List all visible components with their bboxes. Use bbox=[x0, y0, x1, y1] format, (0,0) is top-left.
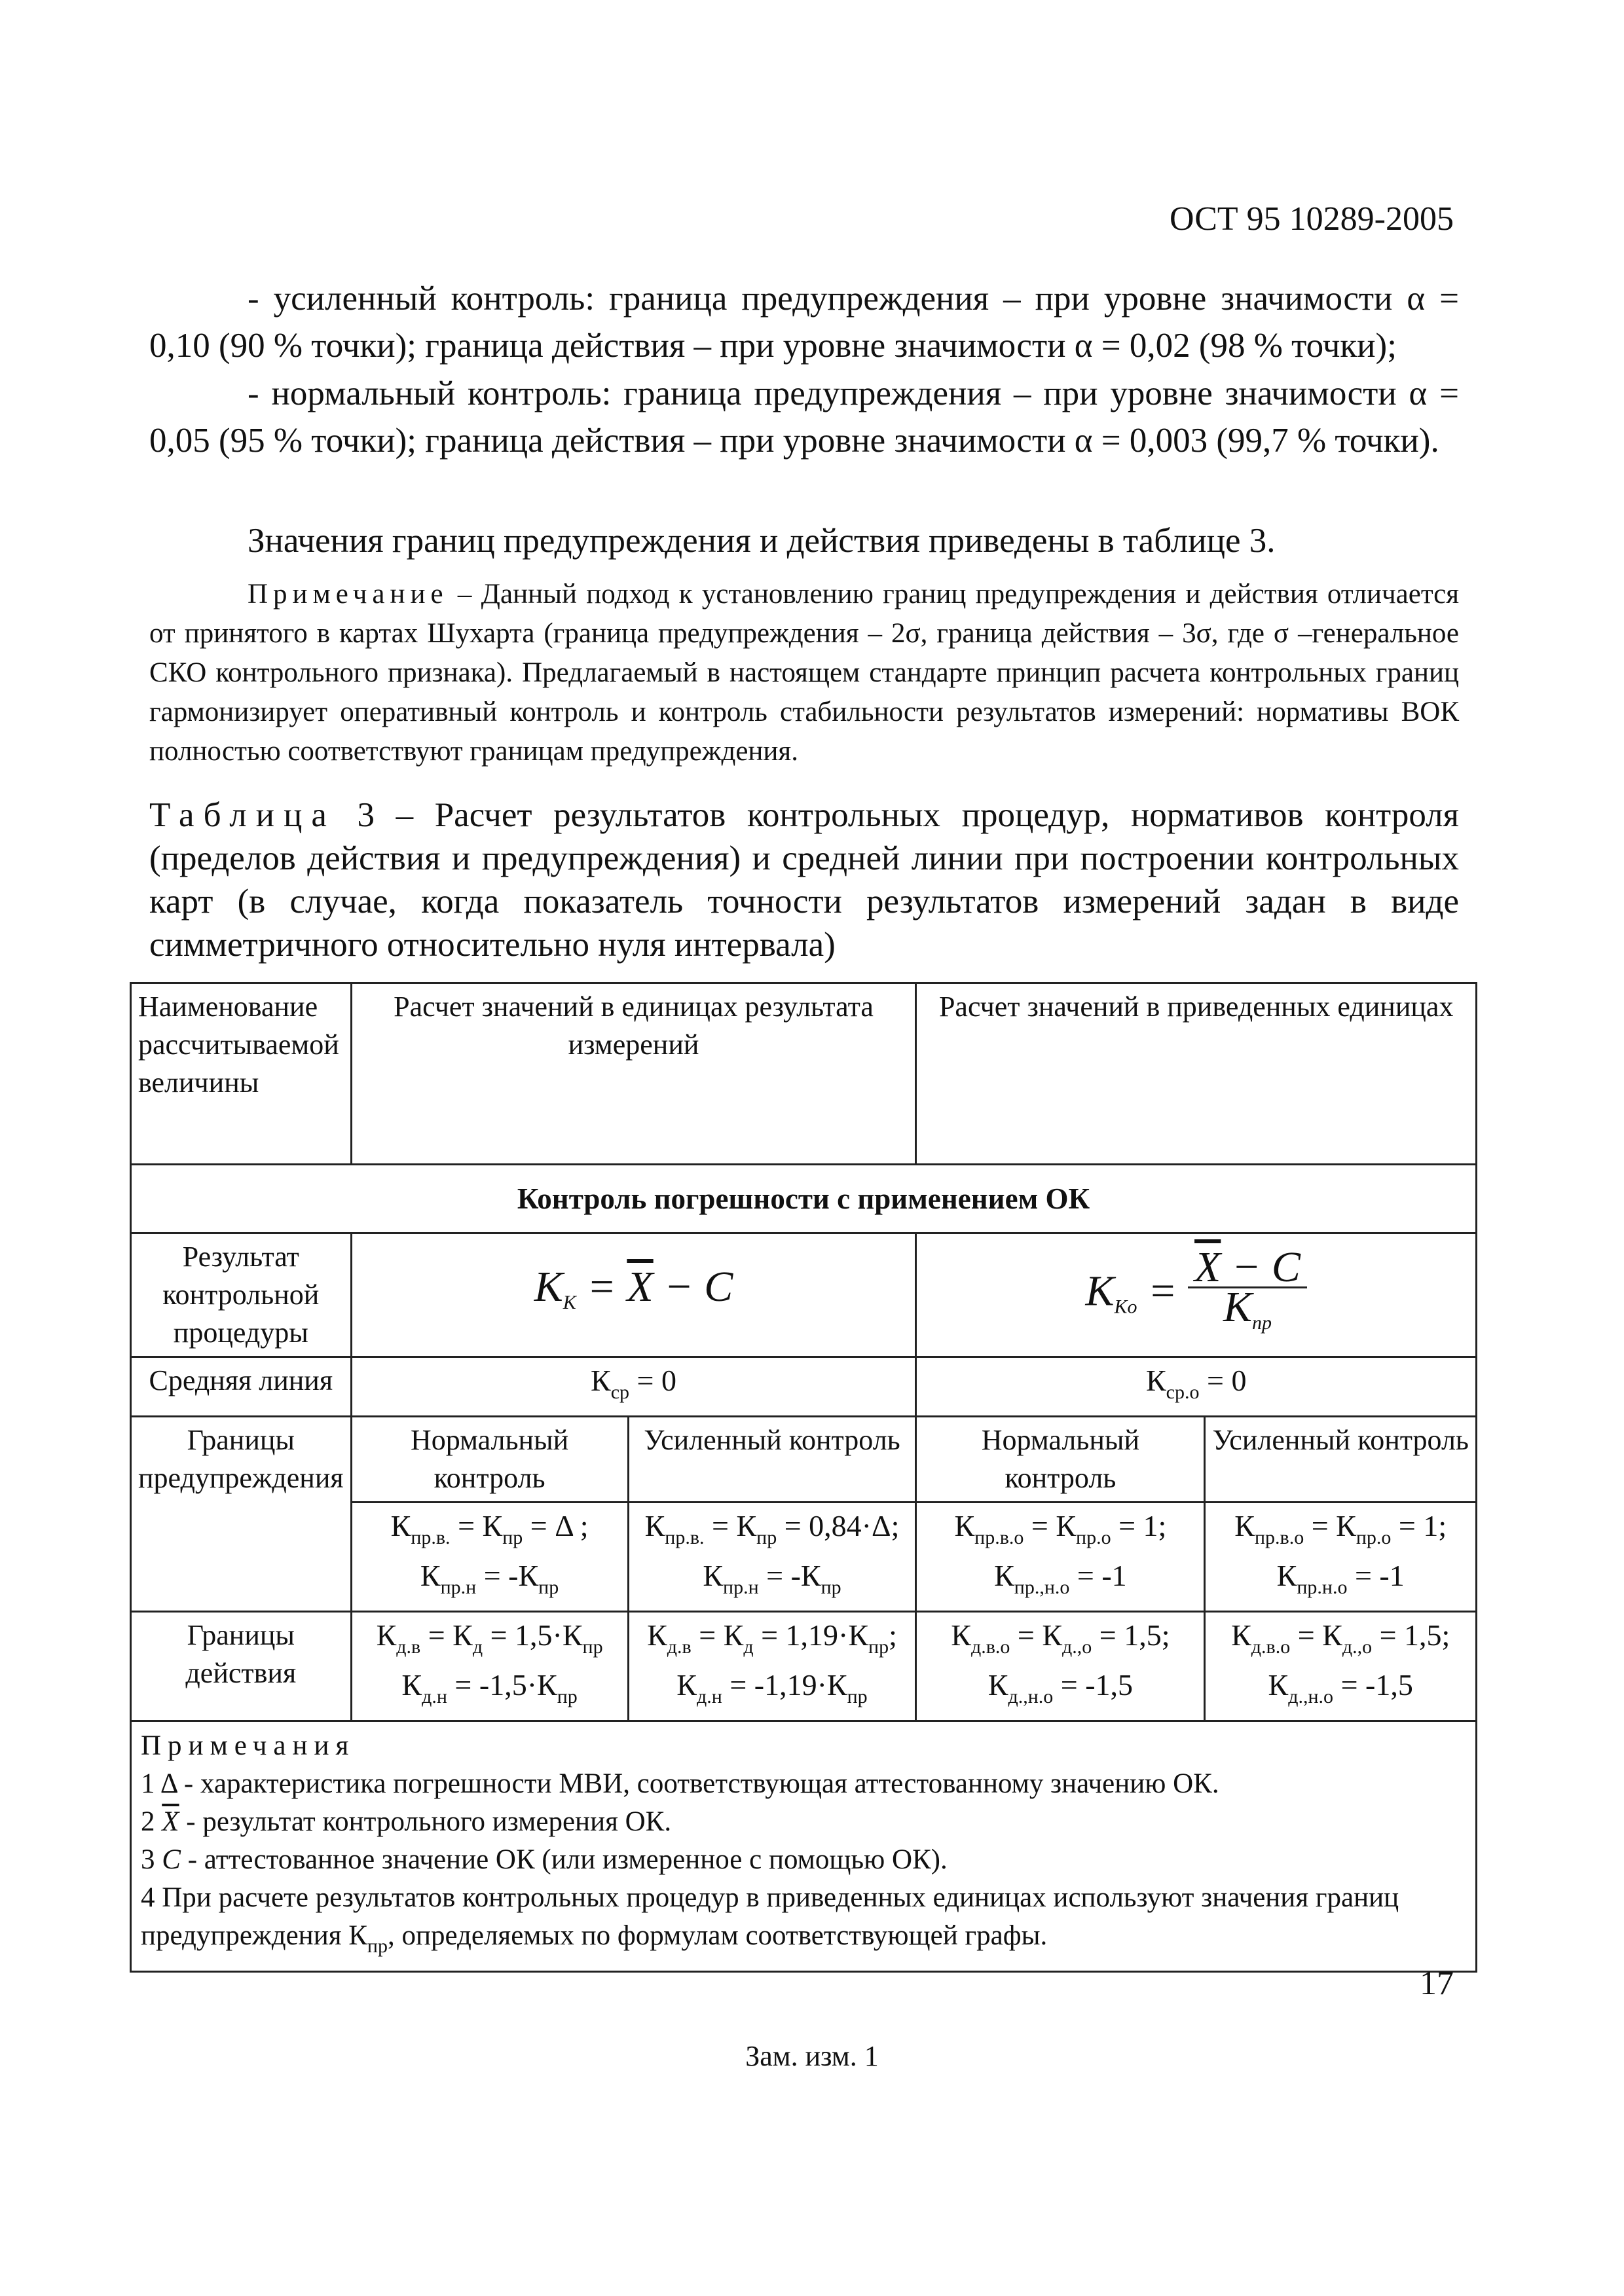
paragraph-strict-control: - усиленный контроль: граница предупреждения – при уровне значимости α = 0,10 (90 % точки); граница действия – при уровне значимости α = 0,02 (98 % точки); bbox=[149, 280, 1459, 365]
action-normal-reduced: $К_{д.в.о} = К_{д.,о} = 1,5$; $К_{д.,н.о} = -1,5$ bbox=[916, 1612, 1205, 1721]
table-caption bbox=[149, 793, 1459, 966]
action-normal-absolute: $К_{д.в} = К_д = 1,5\cdot К_{пр}$ $К_{д.н} = -1,5\cdot К_{пр}$ bbox=[351, 1612, 628, 1721]
strict-control-header: Усиленный контроль bbox=[628, 1417, 916, 1503]
strict-control-header-reduced: Усиленный контроль bbox=[1205, 1417, 1477, 1503]
normal-control-header: Нормальный контроль bbox=[351, 1417, 628, 1503]
table-label: Таблица bbox=[149, 796, 336, 834]
paragraph-normal-control: - нормальный контроль: граница предупреждения – при уровне значимости α = 0,05 (95 % точки); граница действия – при уровне значимости α = 0,003 (99,7 % точки). bbox=[149, 374, 1459, 460]
mean-reduced: $К_{ср.о} = 0$ bbox=[916, 1357, 1477, 1417]
note-1: 1 Δ - характеристика погрешности МВИ, соответствующая аттестованному значению ОК. bbox=[141, 1768, 1219, 1799]
formula-result-reduced: KKo = $\frac{\overline{X} - C}{\text{Kпр}}$ bbox=[916, 1233, 1477, 1357]
warning-strict-absolute: $К_{пр.в.} = К_{пр} = 0,84\cdot\Delta$; $К_{пр.н} = -К_{пр}$ bbox=[628, 1503, 916, 1612]
col-header-reduced-units: Расчет значений в приведенных единицах bbox=[916, 983, 1477, 1165]
document-code: ОСТ 95 10289-2005 bbox=[1170, 200, 1454, 238]
warning-normal-reduced: $К_{пр.в.о} = К_{пр.о} = 1$; $К_{пр.,н.о} = -1$ bbox=[916, 1503, 1205, 1612]
control-table bbox=[130, 982, 1477, 1973]
paragraph-table-reference: Значения границ предупреждения и действия приведены в таблице 3. bbox=[248, 522, 1276, 560]
note-2: 2 $\overline{X}$ - результат контрольного измерения ОК. bbox=[141, 1806, 672, 1837]
normal-control-header-reduced: Нормальный контроль bbox=[916, 1417, 1205, 1503]
note-4: 4 При расчете результатов контрольных процедур в приведенных единицах используют значения границ предупреждения $К_{пр}$, определяемых по формулам соответствующей графы. bbox=[141, 1882, 1399, 1957]
mean-absolute: $К_{ср} = 0$ bbox=[351, 1357, 916, 1417]
section-row bbox=[131, 1165, 1477, 1233]
row-warning-headers bbox=[131, 1417, 1477, 1503]
warning-normal-absolute: $К_{пр.в.} = К_{пр} = \Delta$ ; $К_{пр.н} = -К_{пр}$ bbox=[351, 1503, 628, 1612]
table-header-row bbox=[131, 983, 1477, 1165]
note-text: – Данный подход к установлению границ предупреждения и действия отличается от принятого в картах Шухарта (граница предупреждения – 2σ, граница действия – 3σ, где σ –генеральное СКО контрольного признака). Предлагаемый в настоящем стандарте принцип расчета контрольных границ гармонизирует оперативный контроль и контроль стабильности результатов измерений: нормативы ВОК полностью соответствуют границам предупреждения. bbox=[149, 579, 1459, 767]
row-label-mean: Средняя линия bbox=[131, 1357, 352, 1417]
row-mean bbox=[131, 1357, 1477, 1417]
amendment-note: Зам. изм. 1 bbox=[745, 2040, 879, 2072]
page-number: 17 bbox=[1420, 1965, 1454, 2002]
table-notes bbox=[131, 1721, 1477, 1972]
warning-strict-reduced: $К_{пр.в.о} = К_{пр.о} = 1$; $К_{пр.н.о} = -1$ bbox=[1205, 1503, 1477, 1612]
col-header-measurement-units: Расчет значений в единицах результата измерений bbox=[351, 983, 916, 1165]
formula-result-absolute: KK = $\overline{X} - C$ bbox=[351, 1233, 916, 1357]
section-title: Контроль погрешности с применением ОК bbox=[131, 1165, 1477, 1233]
note-3: 3 C - аттестованное значение ОК (или измеренное с помощью ОК). bbox=[141, 1844, 948, 1875]
row-action bbox=[131, 1612, 1477, 1721]
row-label-result: Результат контрольной процедуры bbox=[131, 1233, 352, 1357]
note-label: Примечание bbox=[248, 579, 449, 610]
notes-title: Примечания bbox=[141, 1730, 356, 1761]
col-header-quantity: Наименование рассчитываемой величины bbox=[131, 983, 352, 1165]
action-strict-reduced: $К_{д.в.о} = К_{д.,о} = 1,5$; $К_{д.,н.о} = -1,5$ bbox=[1205, 1612, 1477, 1721]
row-notes bbox=[131, 1721, 1477, 1972]
table-title: 3 – Расчет результатов контрольных процедур, нормативов контроля (пределов действия и предупреждения) и средней линии при построении контрольных карт (в случае, когда показатель точности результатов измерений задан в виде симметричного относительно нуля интервала) bbox=[149, 796, 1459, 964]
row-label-warning: Границы предупреждения bbox=[131, 1417, 352, 1612]
row-result bbox=[131, 1233, 1477, 1357]
action-strict-absolute: $К_{д.в} = К_д = 1,19\cdot К_{пр}$; $К_{д.н} = -1,19\cdot К_{пр}$ bbox=[628, 1612, 916, 1721]
row-label-action: Границы действия bbox=[131, 1612, 352, 1721]
note-paragraph bbox=[149, 575, 1459, 771]
